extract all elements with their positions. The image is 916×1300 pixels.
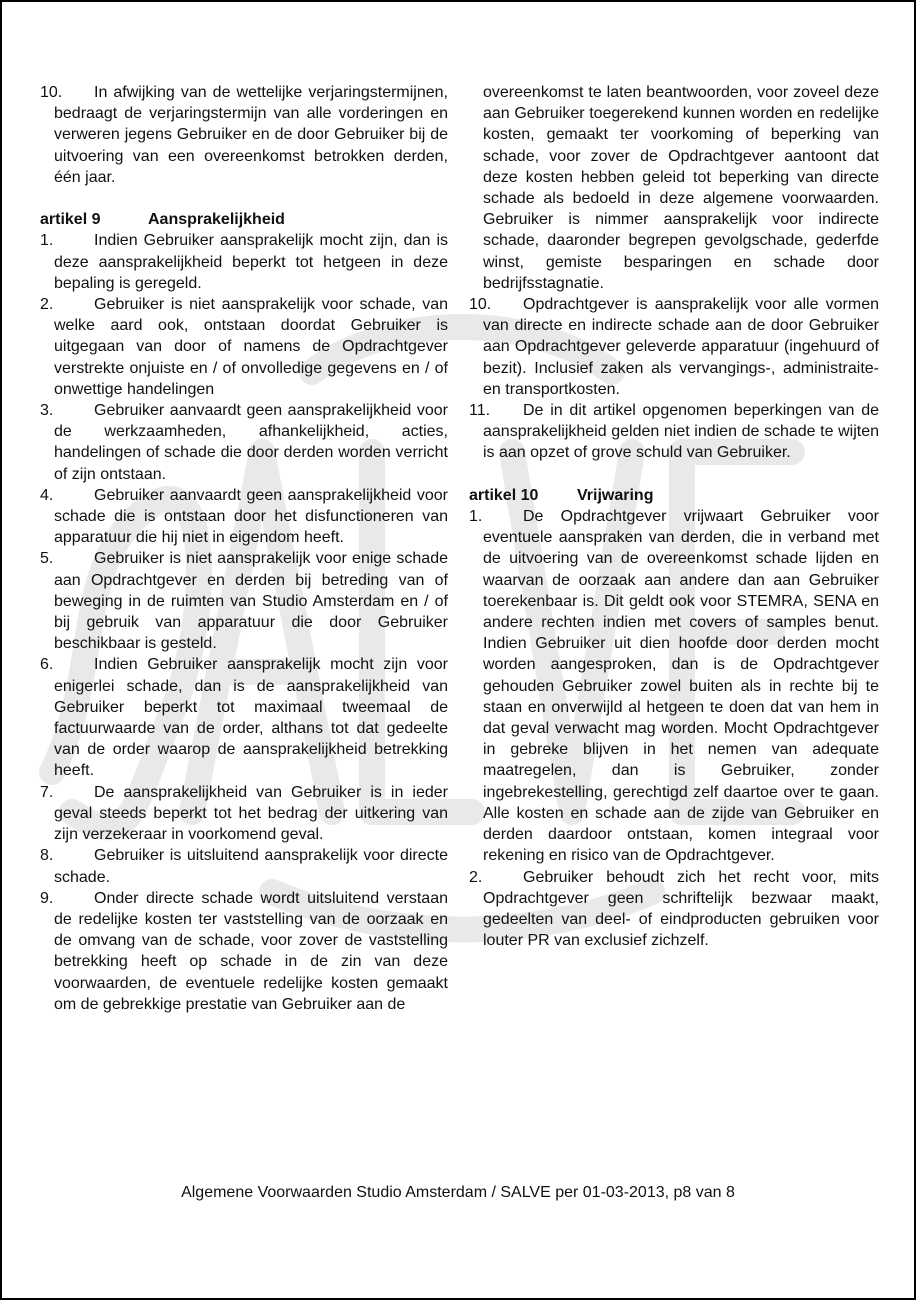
list-item xyxy=(40,485,448,549)
item-text: Onder directe schade wordt uitsluitend verstaan de redelijke kosten ter vaststelling van de oorzaak en de omvang van de schade, voor zover de vaststelling betrekking heeft op schade in de zin van deze voorwaarden, de eventuele redelijke kosten gemaakt om de gebrekkige prestatie van Gebruiker aan de xyxy=(54,889,448,1013)
item-text: De in dit artikel opgenomen beperkingen van de aansprakelijkheid gelden niet indien de schade te wijten is aan opzet of grove schuld van Gebruiker. xyxy=(483,402,879,462)
list-item xyxy=(40,782,448,846)
item-number: 7. xyxy=(40,783,54,801)
right-column xyxy=(469,82,879,951)
item-text: Gebruiker is niet aansprakelijk voor enige schade aan Opdrachtgever en derden bij betreding van of beweging in de ruimten van Studio Amsterdam en / of bij gebruik van apparatuur die door Gebruiker beschikbaar is gesteld. xyxy=(54,550,448,653)
list-item xyxy=(40,654,448,781)
list-item xyxy=(40,548,448,654)
item-number: 10. xyxy=(40,84,63,101)
item-text: Indien Gebruiker aansprakelijk mocht zijn, dan is deze aansprakelijkheid beperkt tot hetgeen in deze bepaling is geregeld. xyxy=(54,232,448,292)
item-text: Opdrachtgever is aansprakelijk voor alle vormen van directe en indirecte schade aan de door Gebruiker aan Opdrachtgever geleverde apparatuur (ingehuurd of bezit). Inclusief zaken als vervangings-, administraite- en transportkosten. xyxy=(483,296,879,398)
item-number: 10. xyxy=(469,296,492,314)
item-text: Gebruiker aanvaardt geen aansprakelijkheid voor schade die is ontstaan door het disfunctioneren van apparatuur die hij niet in eigendom heeft. xyxy=(54,486,448,547)
item-text: Indien Gebruiker aansprakelijk mocht zijn voor enigerlei schade, dan is de aansprakelijkheid van Gebruiker beperkt tot maximaal tweemaal de factuurwaarde van de order, althans tot dat gedeelte van de order waarop de aansprakelijkheid betrekking heeft. xyxy=(54,656,448,780)
list-item xyxy=(40,845,448,887)
item-number: 6. xyxy=(40,656,54,674)
item-text: De aansprakelijkheid van Gebruiker is in ieder geval steeds beperkt tot het bedrag der uitkering van zijn verzekeraar in voorkomend geval. xyxy=(54,783,448,844)
item-number: 2. xyxy=(40,296,54,314)
item-number: 1. xyxy=(40,232,54,250)
item-number: 3. xyxy=(40,402,54,420)
item-number: 8. xyxy=(40,847,54,865)
left-column xyxy=(40,82,448,1015)
item-number: 1. xyxy=(469,508,483,526)
article-number: artikel 10 xyxy=(469,486,539,504)
item-continuation: overeenkomst te laten beantwoorden, voor zoveel deze aan Gebruiker toegerekend kunnen worden en redelijke kosten, gemaakt ter voorkoming of beperking van schade, voor zover de Opdrachtgever aantoont dat deze kosten hebben geleid tot beperking van directe schade als bedoeld in deze algemene voorwaarden. Gebruiker is nimmer aansprakelijk voor indirecte schade, daaronder begrepen gevolgschade, gederfde winst, gemiste besparingen en schade door bedrijfsstagnatie. xyxy=(483,84,879,292)
list-item xyxy=(40,294,448,400)
item-number: 11. xyxy=(469,402,491,420)
item-number: 4. xyxy=(40,486,54,504)
item-number: 9. xyxy=(40,889,54,907)
list-item xyxy=(469,506,879,866)
item-text: Gebruiker is uitsluitend aansprakelijk voor directe schade. xyxy=(54,847,448,886)
list-item xyxy=(40,230,448,294)
item-text: Gebruiker behoudt zich het recht voor, mits Opdrachtgever geen schriftelijk bezwaar maakt, gedeelten van deel- of eindproducten gebruiken voor louter PR van exclusief zichzelf. xyxy=(483,868,879,950)
list-item xyxy=(469,400,879,464)
list-item xyxy=(469,867,879,952)
list-item xyxy=(40,400,448,485)
article-title: Vrijwaring xyxy=(577,486,654,504)
article-heading xyxy=(40,209,448,230)
item-text: De Opdrachtgever vrijwaart Gebruiker voor eventuele aanspraken van derden, die in verband met de uitvoering van de overeenkomst schade lijden en waarvan de oorzaak aan andere dan aan Gebruiker toerekenbaar is. Dit geldt ook voor STEMRA, SENA en andere rechten indien met covers of samples benut. Indien Gebruiker uit dien hoofde door derden mocht worden aangesproken, dan is de Opdrachtgever gehouden Gebruiker zowel buiten als in rechte bij te staan en onverwijld al hetgeen te doen dat van hem in dat geval verwacht mag worden. Mocht Opdrachtgever in gebreke blijven in het nemen van adequate maatregelen, dan is Gebruiker, zonder ingebrekestelling, gerechtigd zelf daartoe over te gaan. Alle kosten en schade aan de zijde van Gebruiker en derden daardoor ontstaan, komen integraal voor rekening en risico van de Opdrachtgever. xyxy=(483,508,879,865)
article-heading xyxy=(469,485,879,506)
list-item xyxy=(40,82,448,188)
item-text: In afwijking van de wettelijke verjaringstermijnen, bedraagt de verjaringstermijn van alle vorderingen en verweren jegens Gebruiker en de door Gebruiker bij de uitvoering van een overeenkomst betrokken derden, één jaar. xyxy=(54,84,448,186)
list-item xyxy=(40,888,448,1015)
article-number: artikel 9 xyxy=(40,211,101,229)
article-title: Aansprakelijkheid xyxy=(148,211,285,229)
page-footer: Algemene Voorwaarden Studio Amsterdam / SALVE per 01-03-2013, p8 van 8 xyxy=(181,1184,735,1201)
item-text: Gebruiker aanvaardt geen aansprakelijkheid voor de werkzaamheden, afhankelijkheid, acties, handelingen of schade die door derden worden verricht of zijn ontstaan. xyxy=(54,402,448,483)
list-item xyxy=(469,294,879,400)
item-text: Gebruiker is niet aansprakelijk voor schade, van welke aard ook, ontstaan doordat Gebruiker is uitgegaan van door of namens de Opdrachtgever verstrekte onjuiste en / of onvolledige gegevens en / of onwettige handelingen xyxy=(54,296,448,398)
item-number: 5. xyxy=(40,550,54,568)
item-number: 2. xyxy=(469,868,483,886)
